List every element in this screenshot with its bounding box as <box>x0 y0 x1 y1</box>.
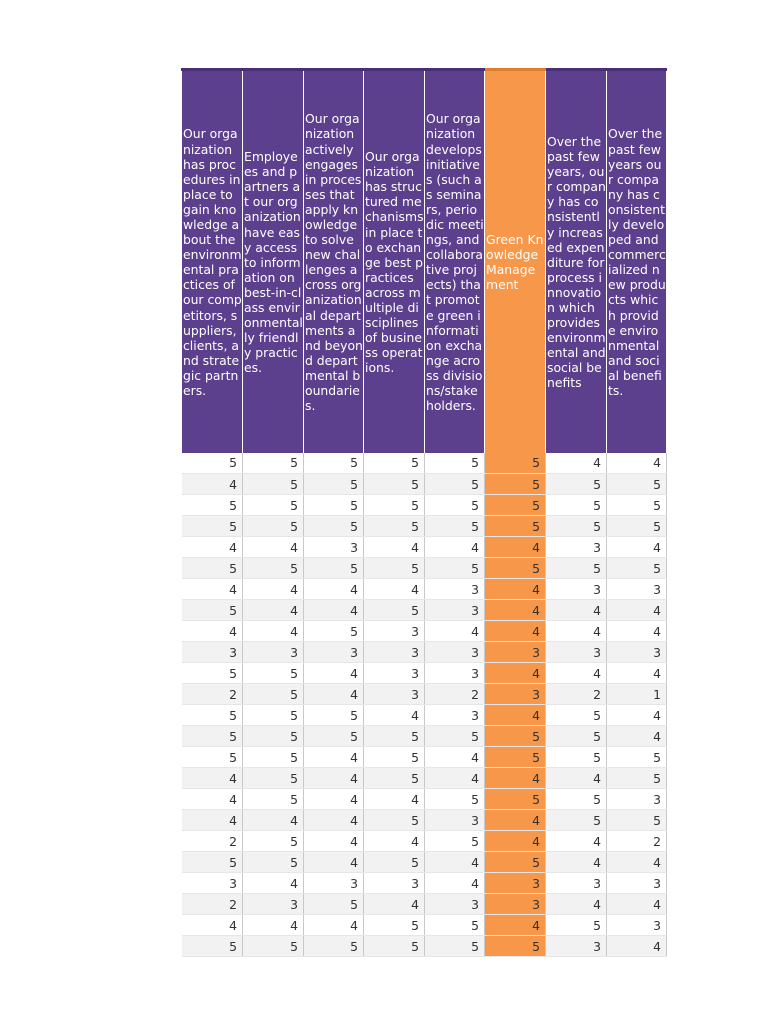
table-cell: 4 <box>243 915 304 936</box>
table-cell: 4 <box>304 810 364 831</box>
column-header: Our organization develops initiatives (such as seminars, periodic meetings, and collaborative projects) that promote green information exchange across divisions/stakeholders. <box>425 70 485 453</box>
table-cell: 4 <box>182 474 243 495</box>
table-row <box>182 537 667 558</box>
table-row <box>182 894 667 915</box>
table-cell: 5 <box>243 516 304 537</box>
table-cell: 4 <box>485 600 546 621</box>
table-cell: 4 <box>304 684 364 705</box>
table-row <box>182 621 667 642</box>
table-cell: 4 <box>546 621 607 642</box>
table-cell: 3 <box>304 642 364 663</box>
column-header: Over the past few years our company has consistently developed and commercialized new products which provide environmental and social benefits. <box>607 70 667 453</box>
table-cell: 4 <box>425 621 485 642</box>
table-cell: 4 <box>364 894 425 915</box>
table-cell: 5 <box>243 747 304 768</box>
table-cell: 4 <box>546 663 607 684</box>
table-cell: 3 <box>607 873 667 894</box>
table-row <box>182 831 667 852</box>
table-cell: 5 <box>425 831 485 852</box>
table-cell: 4 <box>485 705 546 726</box>
table-cell: 3 <box>546 873 607 894</box>
table-row <box>182 495 667 516</box>
table-cell: 4 <box>243 873 304 894</box>
header-row <box>182 70 667 453</box>
table-cell: 3 <box>304 873 364 894</box>
table-cell: 5 <box>546 747 607 768</box>
table-cell: 3 <box>485 684 546 705</box>
table-cell: 5 <box>485 852 546 873</box>
table-row <box>182 789 667 810</box>
table-cell: 5 <box>425 558 485 579</box>
table-cell: 5 <box>182 600 243 621</box>
table-cell: 5 <box>546 495 607 516</box>
table-cell: 4 <box>304 831 364 852</box>
table-cell: 4 <box>546 831 607 852</box>
table-cell: 4 <box>304 747 364 768</box>
table-cell: 4 <box>364 789 425 810</box>
table-cell: 3 <box>425 705 485 726</box>
table-cell: 4 <box>546 852 607 873</box>
table-cell: 5 <box>485 516 546 537</box>
table-cell: 5 <box>304 705 364 726</box>
table-cell: 4 <box>425 537 485 558</box>
table-header <box>182 70 667 453</box>
table-cell: 4 <box>364 537 425 558</box>
table-cell: 5 <box>607 558 667 579</box>
table-row <box>182 600 667 621</box>
table-cell: 2 <box>182 831 243 852</box>
table-cell: 5 <box>364 936 425 957</box>
data-table <box>181 68 667 957</box>
table-cell: 5 <box>485 495 546 516</box>
table-row <box>182 936 667 957</box>
table-cell: 4 <box>182 915 243 936</box>
table-row <box>182 852 667 873</box>
table-cell: 3 <box>607 789 667 810</box>
table-cell: 4 <box>304 579 364 600</box>
table-cell: 5 <box>364 915 425 936</box>
table-cell: 5 <box>607 474 667 495</box>
table-cell: 5 <box>364 768 425 789</box>
table-cell: 4 <box>243 621 304 642</box>
table-cell: 5 <box>546 474 607 495</box>
table-cell: 5 <box>364 495 425 516</box>
table-cell: 5 <box>425 789 485 810</box>
column-header-highlighted: Green Knowledge Management <box>485 70 546 453</box>
table-row <box>182 453 667 474</box>
table-cell: 5 <box>485 936 546 957</box>
table-cell: 4 <box>607 600 667 621</box>
table-cell: 4 <box>243 537 304 558</box>
table-cell: 5 <box>182 936 243 957</box>
table-cell: 5 <box>182 747 243 768</box>
table-cell: 5 <box>485 558 546 579</box>
table-cell: 3 <box>546 579 607 600</box>
table-cell: 5 <box>243 558 304 579</box>
table-cell: 4 <box>485 663 546 684</box>
table-cell: 4 <box>304 600 364 621</box>
table-cell: 4 <box>485 810 546 831</box>
table-cell: 4 <box>182 768 243 789</box>
table-cell: 5 <box>425 516 485 537</box>
table-cell: 2 <box>425 684 485 705</box>
table-cell: 5 <box>425 495 485 516</box>
table-cell: 5 <box>425 936 485 957</box>
table-row <box>182 747 667 768</box>
table-cell: 4 <box>485 915 546 936</box>
table-cell: 4 <box>485 768 546 789</box>
table-cell: 5 <box>485 726 546 747</box>
table-cell: 2 <box>546 684 607 705</box>
table-cell: 5 <box>607 495 667 516</box>
column-header: Over the past few years, our company has consistently increased expenditure for process innovation which provides environmental and social benefits <box>546 70 607 453</box>
table-cell: 5 <box>182 726 243 747</box>
table-row <box>182 516 667 537</box>
table-cell: 4 <box>607 621 667 642</box>
table-cell: 5 <box>607 810 667 831</box>
table-cell: 3 <box>607 642 667 663</box>
table-cell: 4 <box>485 579 546 600</box>
table-cell: 3 <box>485 873 546 894</box>
table-cell: 5 <box>182 558 243 579</box>
table-cell: 4 <box>364 705 425 726</box>
table-cell: 5 <box>485 789 546 810</box>
column-header: Our organization has procedures in place to gain knowledge about the environmental practices of our competitors, suppliers, clients, and strategic partners. <box>182 70 243 453</box>
table-cell: 5 <box>546 810 607 831</box>
table-cell: 5 <box>364 810 425 831</box>
table-cell: 4 <box>364 579 425 600</box>
table-cell: 5 <box>304 474 364 495</box>
table-row <box>182 768 667 789</box>
table-row <box>182 810 667 831</box>
table-cell: 4 <box>425 747 485 768</box>
table-row <box>182 705 667 726</box>
table-cell: 5 <box>182 516 243 537</box>
table-cell: 5 <box>546 516 607 537</box>
table-cell: 3 <box>546 642 607 663</box>
table-cell: 4 <box>304 768 364 789</box>
table-cell: 4 <box>485 621 546 642</box>
table-cell: 5 <box>364 453 425 474</box>
table-cell: 4 <box>546 453 607 474</box>
table-cell: 5 <box>546 705 607 726</box>
table-cell: 3 <box>364 642 425 663</box>
table-cell: 4 <box>607 852 667 873</box>
table-cell: 5 <box>304 516 364 537</box>
table-row <box>182 558 667 579</box>
table-cell: 5 <box>182 705 243 726</box>
table-cell: 4 <box>243 579 304 600</box>
table-body <box>182 453 667 957</box>
table-cell: 3 <box>425 663 485 684</box>
table-cell: 1 <box>607 684 667 705</box>
table-cell: 5 <box>364 516 425 537</box>
table-row <box>182 474 667 495</box>
table-cell: 5 <box>364 600 425 621</box>
table-cell: 3 <box>425 642 485 663</box>
table-cell: 4 <box>364 831 425 852</box>
table-cell: 5 <box>182 495 243 516</box>
table-cell: 5 <box>243 705 304 726</box>
table-cell: 4 <box>607 726 667 747</box>
table-cell: 5 <box>425 453 485 474</box>
table-cell: 5 <box>485 453 546 474</box>
table-cell: 3 <box>485 894 546 915</box>
column-header: Our organization has structured mechanisms in place to exchange best practices across multiple disciplines of business operations. <box>364 70 425 453</box>
table-cell: 5 <box>364 474 425 495</box>
table-cell: 3 <box>243 894 304 915</box>
table-cell: 4 <box>182 579 243 600</box>
table-cell: 5 <box>304 621 364 642</box>
table-cell: 3 <box>182 642 243 663</box>
table-row <box>182 579 667 600</box>
table-cell: 5 <box>243 453 304 474</box>
table-cell: 4 <box>304 852 364 873</box>
table-cell: 4 <box>182 537 243 558</box>
table-cell: 3 <box>485 642 546 663</box>
table-cell: 5 <box>182 663 243 684</box>
table-cell: 5 <box>182 852 243 873</box>
table-cell: 4 <box>485 831 546 852</box>
table-cell: 5 <box>243 936 304 957</box>
table-cell: 2 <box>607 831 667 852</box>
table-cell: 4 <box>243 600 304 621</box>
table-cell: 4 <box>607 705 667 726</box>
table-cell: 5 <box>304 453 364 474</box>
table-row <box>182 726 667 747</box>
table-cell: 5 <box>304 495 364 516</box>
table-cell: 5 <box>425 915 485 936</box>
table-cell: 2 <box>182 894 243 915</box>
table-cell: 5 <box>546 558 607 579</box>
table-cell: 5 <box>243 726 304 747</box>
table-cell: 4 <box>243 810 304 831</box>
table-cell: 3 <box>607 915 667 936</box>
table-cell: 4 <box>304 789 364 810</box>
table-cell: 5 <box>364 747 425 768</box>
table-cell: 5 <box>304 936 364 957</box>
table-cell: 5 <box>243 495 304 516</box>
table-cell: 4 <box>546 894 607 915</box>
table-row <box>182 642 667 663</box>
table-cell: 5 <box>182 453 243 474</box>
table-cell: 4 <box>304 915 364 936</box>
table-cell: 2 <box>182 684 243 705</box>
table-cell: 5 <box>243 768 304 789</box>
table-cell: 5 <box>607 768 667 789</box>
table-cell: 5 <box>607 747 667 768</box>
table-cell: 5 <box>546 726 607 747</box>
table-cell: 5 <box>364 852 425 873</box>
table-row <box>182 684 667 705</box>
table-row <box>182 873 667 894</box>
table-cell: 4 <box>607 537 667 558</box>
table-cell: 3 <box>607 579 667 600</box>
table-cell: 5 <box>607 516 667 537</box>
table-cell: 3 <box>425 600 485 621</box>
table-cell: 4 <box>182 810 243 831</box>
table-cell: 5 <box>364 558 425 579</box>
table-cell: 4 <box>182 621 243 642</box>
table-cell: 4 <box>546 768 607 789</box>
column-header: Employees and partners at our organization have easy access to information on best-in-class environmentally friendly practices. <box>243 70 304 453</box>
table-cell: 3 <box>364 663 425 684</box>
table-cell: 4 <box>546 600 607 621</box>
table-cell: 3 <box>364 873 425 894</box>
table-cell: 3 <box>546 537 607 558</box>
table-cell: 3 <box>546 936 607 957</box>
table-cell: 5 <box>425 726 485 747</box>
column-header: Our organization actively engages in processes that apply knowledge to solve new challenges across organizational departments and beyond departmental boundaries. <box>304 70 364 453</box>
table-cell: 5 <box>243 789 304 810</box>
table-row <box>182 663 667 684</box>
table-cell: 4 <box>425 852 485 873</box>
table-cell: 5 <box>425 474 485 495</box>
table-cell: 5 <box>243 831 304 852</box>
table-cell: 4 <box>182 789 243 810</box>
table-cell: 5 <box>485 474 546 495</box>
table-cell: 5 <box>546 915 607 936</box>
table-cell: 3 <box>182 873 243 894</box>
table-cell: 5 <box>304 558 364 579</box>
table-cell: 4 <box>607 894 667 915</box>
table-cell: 4 <box>425 768 485 789</box>
table-cell: 5 <box>364 726 425 747</box>
table-cell: 5 <box>485 747 546 768</box>
table-cell: 4 <box>485 537 546 558</box>
table-cell: 3 <box>364 684 425 705</box>
table-cell: 3 <box>425 579 485 600</box>
table-cell: 5 <box>243 474 304 495</box>
table-row <box>182 915 667 936</box>
table-cell: 5 <box>304 894 364 915</box>
table-cell: 4 <box>607 663 667 684</box>
table-cell: 4 <box>304 663 364 684</box>
table-cell: 3 <box>243 642 304 663</box>
table-cell: 5 <box>546 789 607 810</box>
table-cell: 5 <box>243 663 304 684</box>
table-cell: 4 <box>607 453 667 474</box>
table-cell: 5 <box>243 852 304 873</box>
table-cell: 3 <box>425 894 485 915</box>
table-cell: 3 <box>425 810 485 831</box>
table-cell: 4 <box>607 936 667 957</box>
table-cell: 3 <box>304 537 364 558</box>
table-cell: 3 <box>364 621 425 642</box>
table-cell: 5 <box>243 684 304 705</box>
table-cell: 5 <box>304 726 364 747</box>
table-cell: 4 <box>425 873 485 894</box>
